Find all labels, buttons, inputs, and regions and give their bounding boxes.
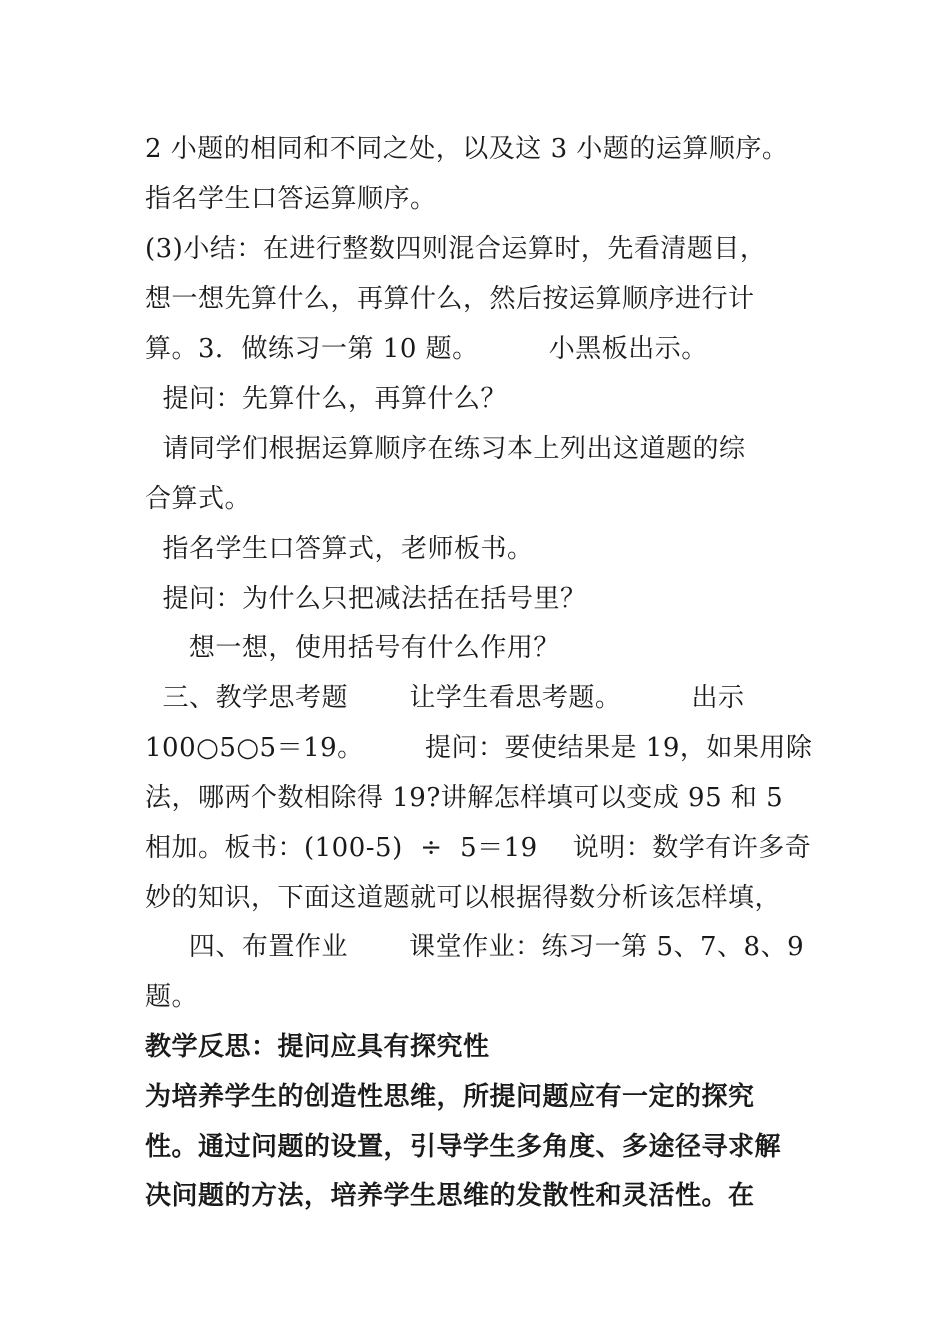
reflection-line: 决问题的方法，培养学生思维的发散性和灵活性。在: [145, 1181, 755, 1211]
text-line: 指名学生口答运算顺序。: [145, 184, 437, 214]
text-line: (3)小结：在进行整数四则混合运算时，先看清题目，: [145, 234, 767, 264]
text-line: 想一想，使用括号有什么作用？: [145, 633, 560, 663]
text-line: 相加。板书：(100-5) ÷ 5＝19 说明：数学有许多奇: [145, 833, 812, 863]
text-line: 想一想先算什么，再算什么，然后按运算顺序进行计: [145, 284, 755, 314]
text-line: 法，哪两个数相除得 19?讲解怎样填可以变成 95 和 5: [145, 783, 784, 813]
text-line: 2 小题的相同和不同之处，以及这 3 小题的运算顺序。: [145, 134, 789, 164]
text-line: 提问：为什么只把减法括在括号里？: [145, 584, 587, 614]
text-line: 题。: [145, 982, 199, 1012]
reflection-line: 性。通过问题的设置，引导学生多角度、多途径寻求解: [145, 1132, 782, 1162]
text-line: 妙的知识，下面这道题就可以根据得数分析该怎样填，: [145, 883, 782, 913]
text-line: 100○5○5＝19。 提问：要使结果是 19，如果用除: [145, 733, 813, 763]
reflection-title: 教学反思：提问应具有探究性: [145, 1032, 490, 1062]
text-line: 指名学生口答算式，老师板书。: [145, 534, 534, 564]
reflection-line: 为培养学生的创造性思维，所提问题应有一定的探究: [145, 1082, 755, 1112]
text-line: 三、教学思考题 让学生看思考题。 出示: [145, 683, 745, 713]
text-line: 请同学们根据运算顺序在练习本上列出这道题的综: [145, 434, 746, 464]
text-line: 四、布置作业 课堂作业：练习一第 5、7、8、9: [145, 932, 805, 962]
text-line: 提问：先算什么，再算什么？: [145, 384, 508, 414]
text-line: 算。3．做练习一第 10 题。 小黑板出示。: [145, 334, 708, 364]
text-line: 合算式。: [145, 484, 252, 514]
